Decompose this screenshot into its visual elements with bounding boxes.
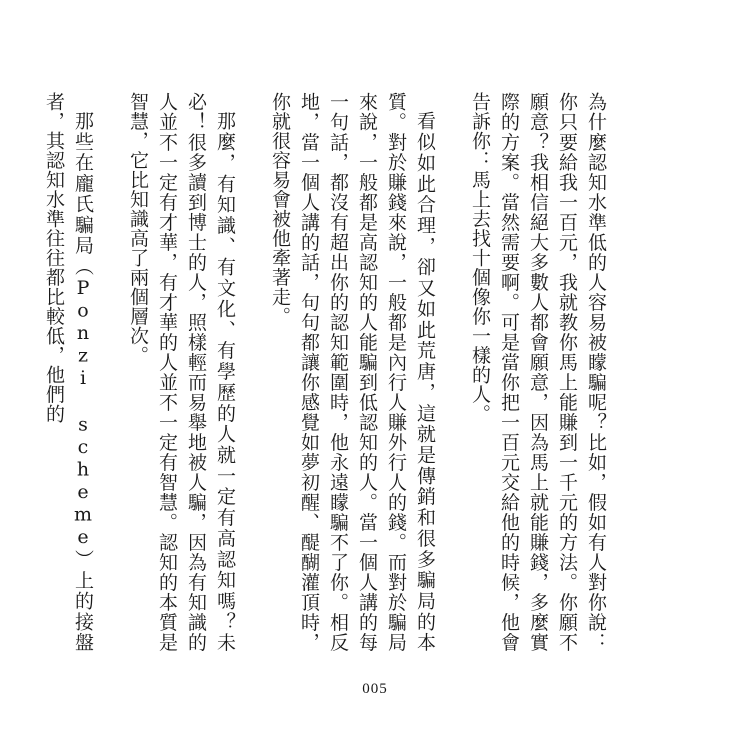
paragraph-2: 看似如此合理，卻又如此荒唐，這就是傳銷和很多騙局的本質。對於賺錢來說，一般都是內行人賺外行人的錢。而對於騙局來說，一般都是高認知的人能騙到低認知的人。當一個人講的每一句話，都沒有超出你的認知範圍時，他永遠矇騙不了你。相反地，當一個人講的話，句句都讓你感覺如夢初醒、醍醐灌頂時，你就很容易會被他牽著走。 (269, 92, 436, 652)
page-number: 005 (362, 681, 388, 697)
vertical-text-body (39, 92, 610, 652)
paragraph-1: 為什麼認知水準低的人容易被矇騙呢？比如，假如有人對你說：你只要給我一百元，我就教你馬上能賺到一千元的方法。你願不願意？我相信絕大多數人都會願意，因為馬上就能賺錢，多麼實際的方案。當然需要啊。可是當你把一百元交給他的時候，他會告訴你：馬上去找十個像你一樣的人。 (469, 92, 607, 652)
paragraph-4: 那些在龐氏騙局（Ponzi scheme）上的接盤者，其認知水準往往都比較低，他們的 (43, 92, 94, 652)
paragraph-3: 那麼，有知識、有文化、有學歷的人就一定有高認知嗎？未必！很多讀到博士的人，照樣輕而易舉地被人騙，因為有知識的人並不一定有才華，有才華的人並不一定有智慧。認知的本質是智慧，它比知識高了兩個層次。 (127, 92, 236, 652)
